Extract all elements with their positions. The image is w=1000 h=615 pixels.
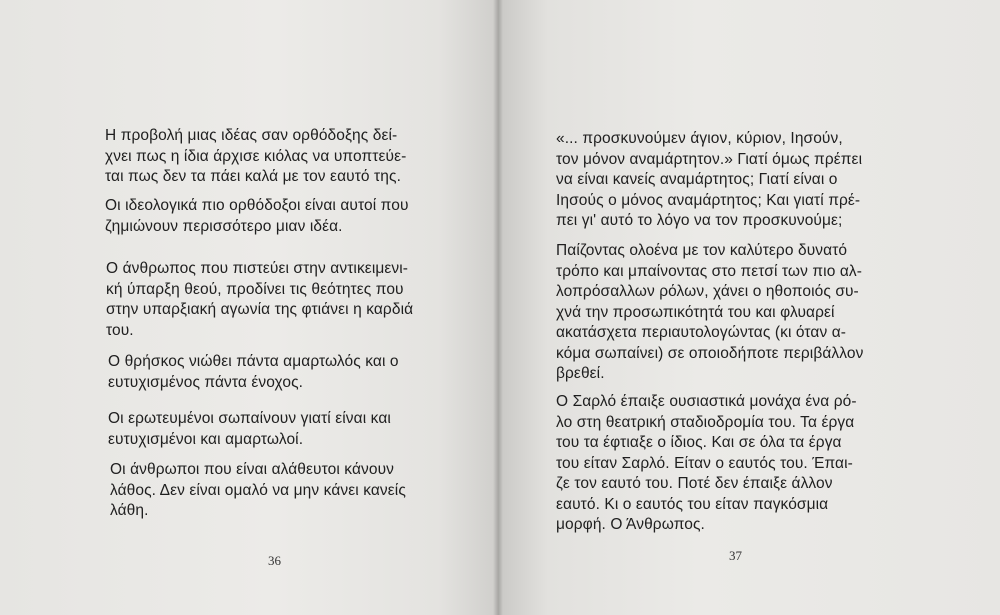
text-line: ται πως δεν τα πάει καλά με τον εαυτό της.: [105, 168, 401, 185]
text-line: πει γι' αυτό το λόγο να τον προσκυνούμε;: [556, 212, 843, 229]
text-line: βρεθεί.: [556, 365, 605, 382]
text-line: ακατάσχετα περιαυτολογώντας (κι όταν α-: [556, 324, 847, 341]
paragraph: [556, 392, 857, 536]
text-line: ευτυχισμένος πάντα ένοχος.: [108, 373, 304, 391]
paragraph: [106, 259, 413, 341]
text-line: ζημιώνουν περισσότερο μιαν ιδέα.: [105, 217, 343, 235]
text-line: Παίζοντας ολοένα με τον καλύτερο δυνατό: [556, 242, 848, 259]
text-line: ζε τον εαυτό του. Ποτέ δεν έπαιξε άλλον: [556, 475, 833, 492]
page-number: 37: [729, 548, 742, 563]
text-line: Ο άνθρωπος που πιστεύει στην αντικειμενι-: [106, 260, 409, 277]
text-line: του.: [106, 321, 134, 339]
text-line: Η προβολή μιας ιδέας σαν ορθόδοξης δεί-: [105, 127, 398, 144]
text-line: Ο θρήσκος νιώθει πάντα αμαρτωλός και ο: [108, 353, 399, 370]
text-line: Οι ιδεολογικά πιο ορθόδοξοι είναι αυτοί που: [105, 197, 409, 214]
text-line: να είναι κανείς αναμάρτητος; Γιατί είναι ο: [556, 171, 838, 188]
paragraph: [108, 352, 399, 393]
text-line: λο στη θεατρική σταδιοδρομία του. Τα έργα: [556, 413, 855, 431]
text-line: κόμα σωπαίνει) σε οποιοδήποτε περιβάλλον: [556, 344, 864, 362]
paragraph: [105, 196, 409, 237]
book-gutter: [493, 0, 503, 615]
text-line: χνει πως η ίδια άρχισε κιόλας να υποπτεύε-: [105, 147, 407, 165]
text-line: κή ύπαρξη θεού, προδίνει τις θεότητες που: [106, 280, 404, 298]
text-line: λάθη.: [110, 502, 149, 519]
left-page: [0, 0, 498, 615]
text-line: ευτυχισμένοι και αμαρτωλοί.: [108, 430, 304, 448]
text-line: Ιησούς ο μόνος αναμάρτητος; Και γιατί πρέ-: [556, 191, 861, 209]
paragraph: [556, 129, 862, 232]
text-line: τρόπο και μπαίνοντας στο πετσί των πιο αλ-: [556, 262, 863, 280]
text-line: λάθος. Δεν είναι ομαλό να μην κάνει κανείς: [110, 481, 406, 499]
text-line: τον μόνον αναμάρτητον.» Γιατί όμως πρέπει: [556, 150, 863, 168]
text-line: Οι άνθρωποι που είναι αλάθευτοι κάνουν: [110, 461, 395, 478]
paragraph: [108, 409, 391, 450]
text-line: του είταν Σαρλό. Είταν ο εαυτός του. Έπαι-: [556, 454, 853, 472]
text-line: Οι ερωτευμένοι σωπαίνουν γιατί είναι και: [108, 410, 391, 427]
text-line: λοπρόσαλλων ρόλων, χάνει ο ηθοποιός συ-: [556, 283, 859, 300]
text-line: του τα έφτιαξε ο ίδιος. Και σε όλα τα έργα: [556, 434, 842, 451]
paragraph: [110, 460, 406, 522]
text-line: Ο Σαρλό έπαιξε ουσιαστικά μονάχα ένα ρό-: [556, 393, 857, 410]
text-line: στην υπαρξιακή αγωνία της φτιάνει η καρδιά: [106, 301, 414, 318]
text-line: «... προσκυνούμεν άγιον, κύριον, Ιησούν,: [556, 130, 843, 147]
text-line: εαυτό. Κι ο εαυτός του είταν παγκόσμια: [556, 495, 829, 513]
right-page: [498, 0, 1000, 615]
page-number: 36: [268, 553, 281, 568]
paragraph: [105, 126, 406, 188]
paragraph: [556, 241, 863, 385]
text-line: χνά την προσωπικότητά του και φλυαρεί: [556, 303, 835, 321]
text-line: μορφή. Ο Άνθρωπος.: [556, 516, 705, 533]
